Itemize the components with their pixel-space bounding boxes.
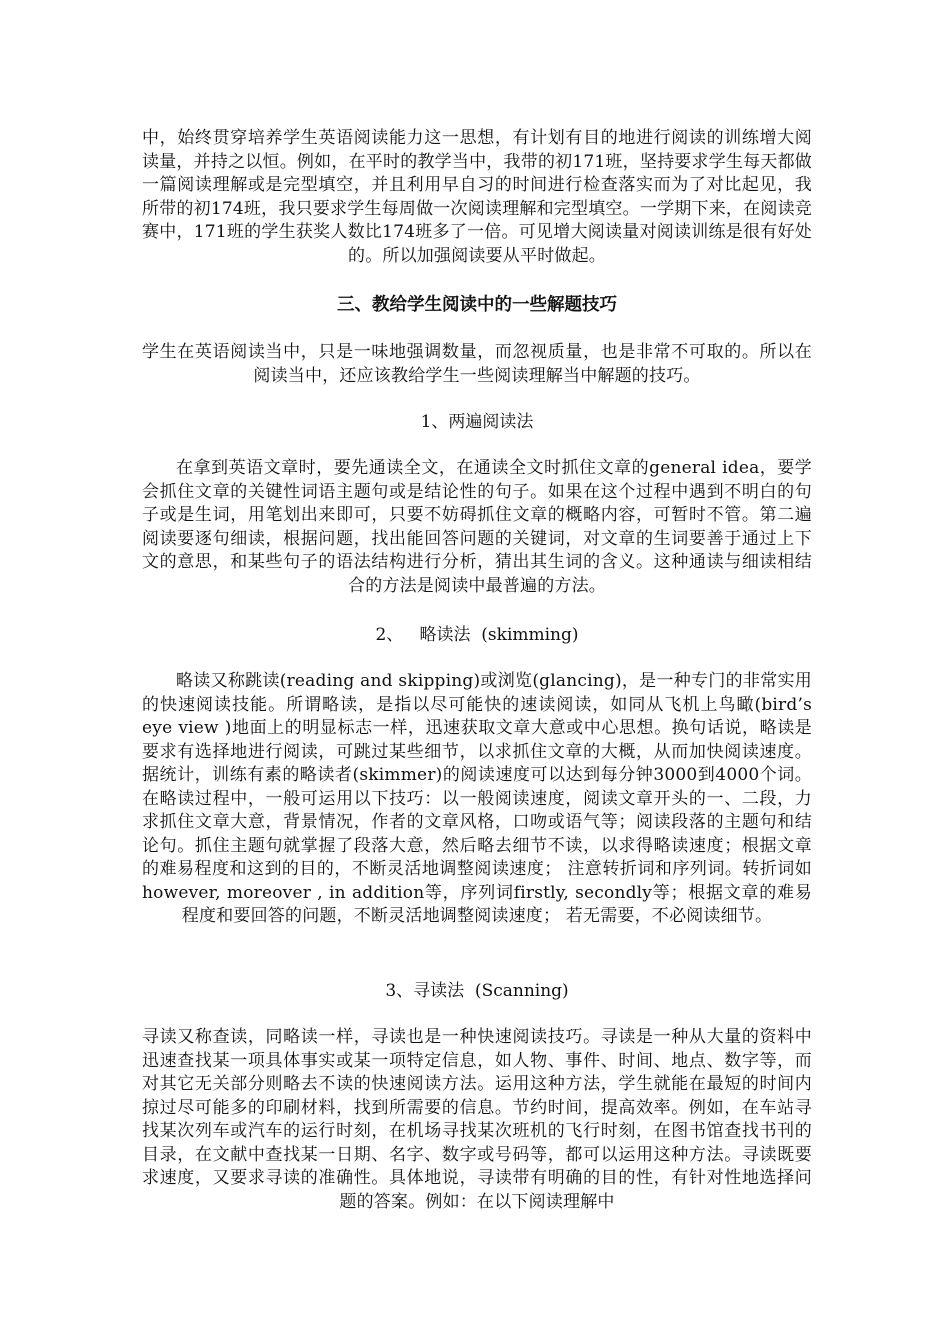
subheading-scanning: 3、寻读法 (Scanning)	[385, 981, 569, 1001]
section-title-techniques: 三、教给学生阅读中的一些解题技巧	[337, 295, 617, 315]
paragraph-skimming: 略读又称跳读(reading and skipping)或浏览(glancing)，是一种专门的非常实用的快速阅读技能。所谓略读，是指以尽可能快的速读阅读，如同从飞机上鸟瞰(bird’s eye view )地面上的明显标志一样，迅速获取文章大意或中心思想。换句话说，略读是要求有选择地进行阅读，可跳过某些细节，以求抓住文章的大概，从而加快阅读速度。据统计，训练有素的略读者(skimmer)的阅读速度可以达到每分钟3000到4000个词。在略读过程中，一般可运用以下技巧：以一般阅读速度，阅读文章开头的一、二段，力求抓住文章大意，背景情况，作者的文章风格，口吻或语气等；阅读段落的主题句和结论句。抓住主题句就掌握了段落大意，然后略去细节不读，以求得略读速度；根据文章的难易程度和这到的目的，不断灵活地调整阅读速度； 注意转折词和序列词。转折词如however, moreover , in addition等，序列词firstly, secondly等；根据文章的难易程度和要回答的问题，不断灵活地调整阅读速度； 若无需要，不必阅读细节。	[142, 671, 812, 926]
paragraph-techniques-intro: 学生在英语阅读当中，只是一味地强调数量，而忽视质量，也是非常不可取的。所以在阅读当中，还应该教给学生一些阅读理解当中解题的技巧。	[142, 342, 812, 386]
paragraph-two-pass-reading: 在拿到英语文章时，要先通读全文，在通读全文时抓住文章的general idea，要学会抓住文章的关键性词语主题句或是结论性的句子。如果在这个过程中遇到不明白的句子或是生词，用笔划出来即可，只要不妨碍抓住文章的概略内容，可暂时不管。第二遍阅读要逐句细读，根据问题，找出能回答问题的关键词，对文章的生词要善于通过上下文的意思，和某些句子的语法结构进行分析，猜出其生词的含义。这种通读与细读相结合的方法是阅读中最普遍的方法。	[142, 458, 812, 596]
subheading-two-pass-reading: 1、两遍阅读法	[420, 412, 534, 432]
subheading-skimming: 2、 略读法 (skimming)	[375, 625, 579, 645]
paragraph-scanning: 寻读又称查读，同略读一样，寻读也是一种快速阅读技巧。寻读是一种从大量的资料中迅速查找某一项具体事实或某一项特定信息，如人物、事件、时间、地点、数字等，而对其它无关部分则略去不读的快速阅读方法。运用这种方法，学生就能在最短的时间内掠过尽可能多的印刷材料，找到所需要的信息。节约时间，提高效率。例如，在车站寻找某次列车或汽车的运行时刻，在机场寻找某次班机的飞行时刻，在图书馆查找书刊的目录，在文献中查找某一日期、名字、数字或号码等，都可以运用这种方法。寻读既要求速度，又要求寻读的准确性。具体地说，寻读带有明确的目的性，有针对性地选择问题的答案。例如：在以下阅读理解中	[142, 1027, 812, 1212]
paragraph-reading-volume: 中，始终贯穿培养学生英语阅读能力这一思想，有计划有目的地进行阅读的训练增大阅读量，并持之以恒。例如，在平时的教学当中，我带的初171班，坚持要求学生每天都做一篇阅读理解或是完型填空，并且利用早自习的时间进行检查落实而为了对比起见，我所带的初174班，我只要求学生每周做一次阅读理解和完型填空。一学期下来，在阅读竞赛中，171班的学生获奖人数比174班多了一倍。可见增大阅读量对阅读训练是很有好处的。所以加强阅读要从平时做起。	[142, 128, 812, 266]
